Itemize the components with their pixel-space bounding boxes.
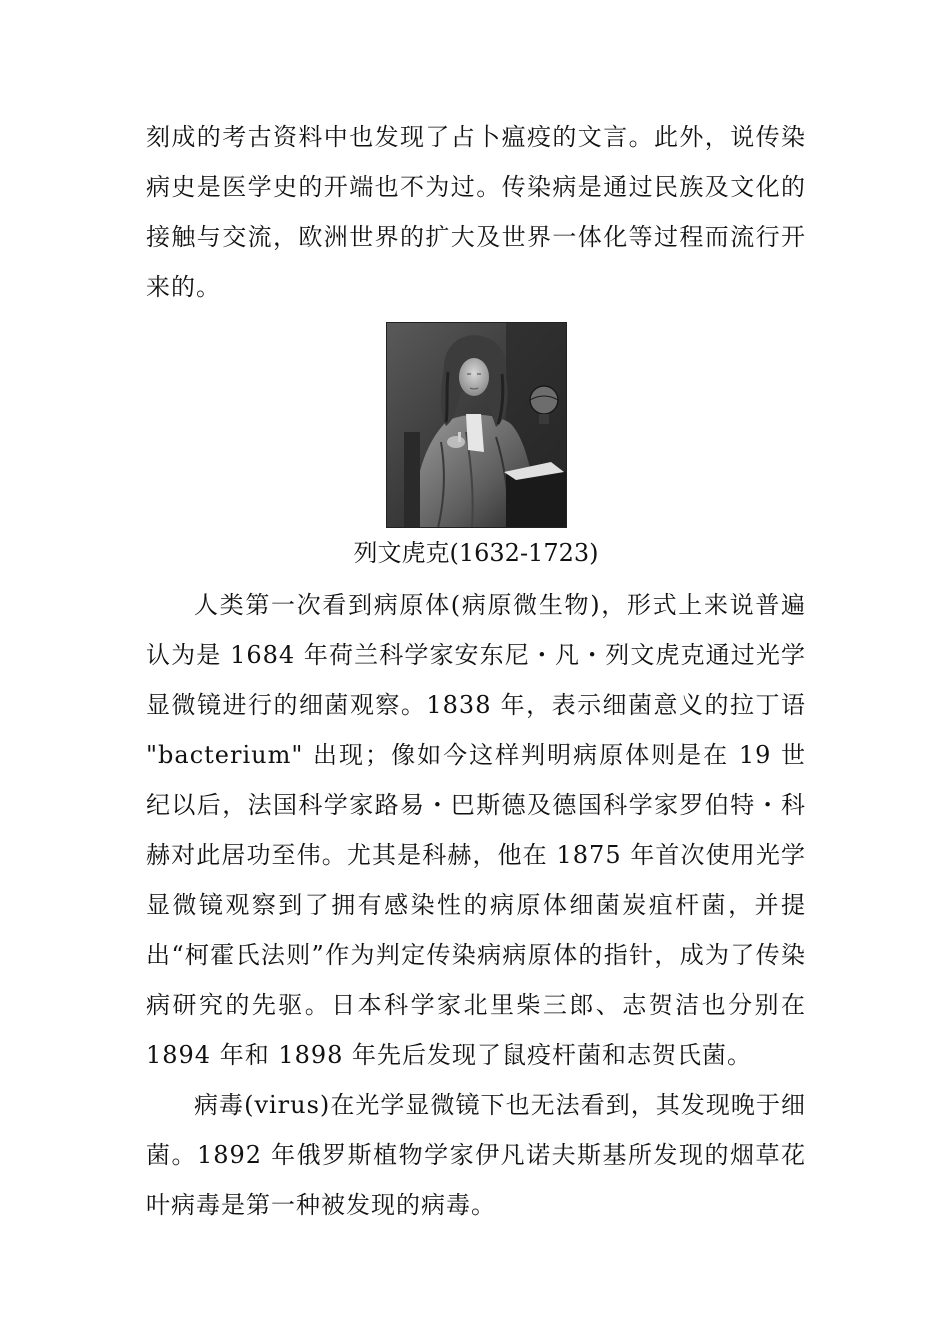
document-page: [146, 112, 806, 1230]
paragraph-virus-discovery: 病毒(virus)在光学显微镜下也无法看到，其发现晚于细菌。1892 年俄罗斯植物学家伊凡诺夫斯基所发现的烟草花叶病毒是第一种被发现的病毒。: [146, 1091, 806, 1219]
portrait-figure: [146, 322, 806, 570]
figure-caption: 列文虎克(1632-1723): [353, 539, 599, 567]
leeuwenhoek-portrait-image: [386, 322, 567, 528]
paragraph-intro-continuation: 刻成的考古资料中也发现了占卜瘟疫的文言。此外，说传染病史是医学史的开端也不为过。传染病是通过民族及文化的接触与交流，欧洲世界的扩大及世界一体化等过程而流行开来的。: [146, 123, 806, 301]
paragraph-pathogen-discovery: 人类第一次看到病原体(病原微生物)，形式上来说普遍认为是 1684 年荷兰科学家安东尼・凡・列文虎克通过光学显微镜进行的细菌观察。1838 年，表示细菌意义的拉丁语 "bacterium" 出现；像如今这样判明病原体则是在 19 世纪以后，法国科学家路易・巴斯德及德国科学家罗伯特・科赫对此居功至伟。尤其是科赫，他在 1875 年首次使用光学显微镜观察到了拥有感染性的病原体细菌炭疽杆菌，并提出“柯霍氏法则”作为判定传染病病原体的指针，成为了传染病研究的先驱。日本科学家北里柴三郎、志贺洁也分别在 1894 年和 1898 年先后发现了鼠疫杆菌和志贺氏菌。: [146, 591, 806, 1069]
